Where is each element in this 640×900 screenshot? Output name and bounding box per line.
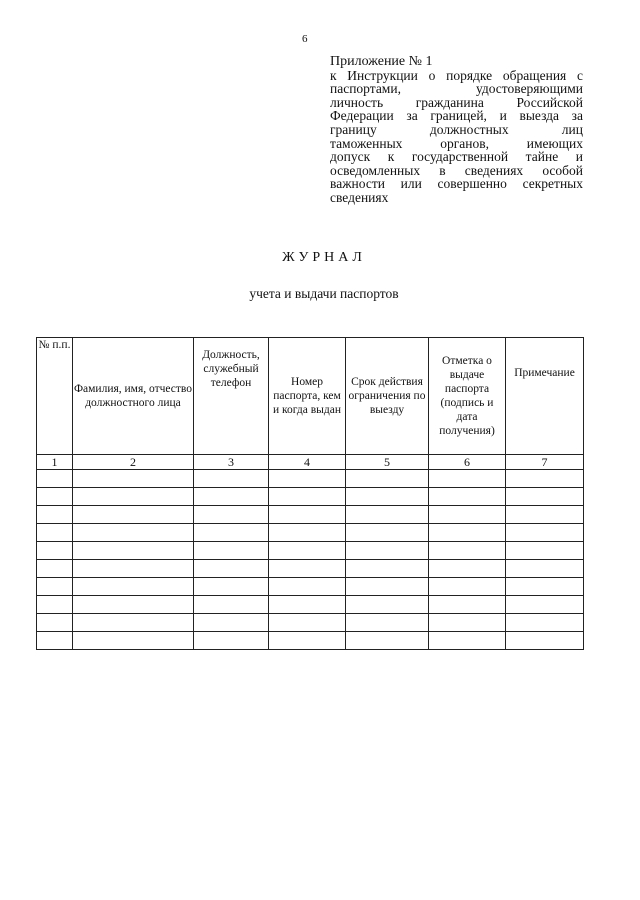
table-cell bbox=[194, 614, 269, 632]
table-cell bbox=[429, 596, 506, 614]
column-number: 2 bbox=[73, 455, 194, 470]
column-number: 1 bbox=[37, 455, 73, 470]
column-number: 5 bbox=[346, 455, 429, 470]
table-cell bbox=[269, 596, 346, 614]
table-cell bbox=[194, 596, 269, 614]
appendix-line: допуск к государственной тайне и bbox=[330, 149, 583, 165]
table-cell bbox=[73, 506, 194, 524]
table-cell bbox=[37, 542, 73, 560]
appendix-line: важности или совершенно секретных bbox=[330, 176, 583, 192]
header-number: № п.п. bbox=[37, 338, 73, 455]
table-cell bbox=[194, 632, 269, 650]
journal-title: ЖУРНАЛ bbox=[282, 250, 366, 265]
table-cell bbox=[73, 596, 194, 614]
table-row bbox=[37, 560, 584, 578]
appendix-line: к Инструкции о порядке обращения с bbox=[330, 67, 583, 83]
table-cell bbox=[194, 470, 269, 488]
table-cell bbox=[506, 632, 584, 650]
table-header-row bbox=[37, 338, 584, 455]
table-cell bbox=[346, 614, 429, 632]
appendix-line: сведениях bbox=[330, 189, 389, 205]
table-cell bbox=[269, 632, 346, 650]
table-cell bbox=[269, 560, 346, 578]
table-cell bbox=[37, 614, 73, 632]
table-row bbox=[37, 542, 584, 560]
table-row bbox=[37, 632, 584, 650]
column-number: 7 bbox=[506, 455, 584, 470]
table-cell bbox=[194, 488, 269, 506]
journal-table bbox=[36, 337, 584, 650]
table-cell bbox=[37, 524, 73, 542]
table-cell bbox=[429, 542, 506, 560]
journal-subtitle: учета и выдачи паспортов bbox=[249, 286, 399, 301]
table-cell bbox=[429, 488, 506, 506]
table-cell bbox=[506, 578, 584, 596]
header-passport-number: Номер паспорта, кем и когда выдан bbox=[269, 338, 346, 455]
header-position: Должность, служебный телефон bbox=[194, 338, 269, 455]
table-cell bbox=[269, 470, 346, 488]
appendix-line: осведомленных в сведениях особой bbox=[330, 162, 583, 178]
table-cell bbox=[506, 470, 584, 488]
table-cell bbox=[37, 578, 73, 596]
table-cell bbox=[429, 578, 506, 596]
column-number: 6 bbox=[429, 455, 506, 470]
table-cell bbox=[73, 542, 194, 560]
table-cell bbox=[269, 614, 346, 632]
table-cell bbox=[73, 632, 194, 650]
table-cell bbox=[429, 632, 506, 650]
table-cell bbox=[429, 470, 506, 488]
table-cell bbox=[506, 506, 584, 524]
table-row bbox=[37, 596, 584, 614]
table-cell bbox=[346, 560, 429, 578]
header-full-name: Фамилия, имя, отчество должностного лица bbox=[73, 338, 194, 455]
table-cell bbox=[37, 488, 73, 506]
header-note: Примечание bbox=[506, 338, 584, 455]
table-cell bbox=[506, 488, 584, 506]
table-cell bbox=[194, 506, 269, 524]
table-cell bbox=[346, 524, 429, 542]
appendix-title: Приложение № 1 bbox=[330, 54, 433, 69]
table-cell bbox=[269, 488, 346, 506]
table-row bbox=[37, 488, 584, 506]
table-cell bbox=[506, 524, 584, 542]
table-cell bbox=[346, 470, 429, 488]
table-cell bbox=[346, 542, 429, 560]
page-number: 6 bbox=[302, 33, 308, 45]
table-row bbox=[37, 614, 584, 632]
header-issue-mark: Отметка о выдаче паспорта (подпись и дата получения) bbox=[429, 338, 506, 455]
table-cell bbox=[37, 596, 73, 614]
table-cell bbox=[506, 614, 584, 632]
table-row bbox=[37, 506, 584, 524]
appendix-line: паспортами, удостоверяющими bbox=[330, 81, 583, 97]
table-cell bbox=[73, 470, 194, 488]
table-cell bbox=[37, 506, 73, 524]
table-cell bbox=[429, 614, 506, 632]
table-cell bbox=[37, 632, 73, 650]
appendix-line: таможенных органов, имеющих bbox=[330, 135, 583, 151]
table-cell bbox=[73, 560, 194, 578]
table-cell bbox=[346, 596, 429, 614]
table-cell bbox=[429, 524, 506, 542]
table-cell bbox=[73, 524, 194, 542]
table-row bbox=[37, 470, 584, 488]
header-restriction-term: Срок действия ограничения по выезду bbox=[346, 338, 429, 455]
table-cell bbox=[73, 488, 194, 506]
table-cell bbox=[429, 560, 506, 578]
table-row bbox=[37, 578, 584, 596]
table-cell bbox=[346, 578, 429, 596]
table-cell bbox=[37, 560, 73, 578]
table-cell bbox=[429, 506, 506, 524]
table-cell bbox=[194, 542, 269, 560]
table-cell bbox=[506, 560, 584, 578]
table-cell bbox=[73, 578, 194, 596]
table-cell bbox=[506, 596, 584, 614]
table-cell bbox=[346, 488, 429, 506]
column-number-row bbox=[37, 455, 584, 470]
table-cell bbox=[506, 542, 584, 560]
column-number: 4 bbox=[269, 455, 346, 470]
table-cell bbox=[37, 470, 73, 488]
table-cell bbox=[346, 506, 429, 524]
table-cell bbox=[269, 506, 346, 524]
table-cell bbox=[346, 632, 429, 650]
appendix-block bbox=[330, 55, 583, 205]
column-number: 3 bbox=[194, 455, 269, 470]
table-cell bbox=[269, 542, 346, 560]
table-cell bbox=[194, 524, 269, 542]
appendix-line: границу должностных лиц bbox=[330, 121, 583, 137]
table-row bbox=[37, 524, 584, 542]
table-cell bbox=[269, 524, 346, 542]
appendix-line: Федерации за границей, и выезда за bbox=[330, 108, 583, 124]
table-cell bbox=[269, 578, 346, 596]
appendix-line: личность гражданина Российской bbox=[330, 94, 583, 110]
table-cell bbox=[73, 614, 194, 632]
table-cell bbox=[194, 578, 269, 596]
table-cell bbox=[194, 560, 269, 578]
